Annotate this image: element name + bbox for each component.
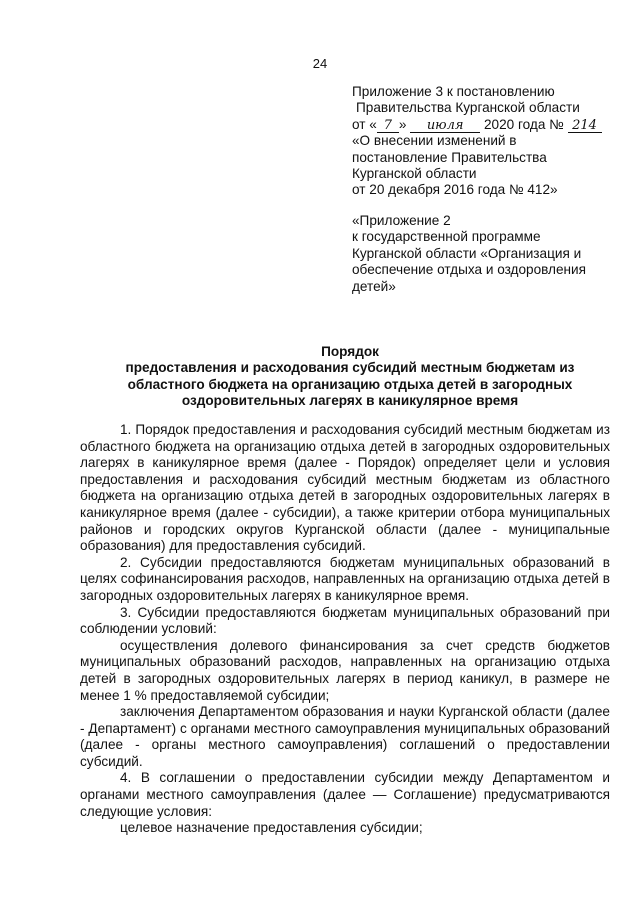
annex-program-line5: детей» bbox=[352, 278, 396, 294]
title-line4: оздоровительных лагерях в каникулярное время bbox=[181, 393, 519, 409]
title-line2: предоставления и расходования субсидий местным бюджетам из bbox=[125, 360, 575, 376]
paragraph-4-condition-1: целевое назначение предоставления субсидии; bbox=[120, 820, 423, 836]
date-year: 2020 года № bbox=[483, 116, 564, 132]
annex-program-line3: Курганской области «Организация и bbox=[352, 245, 582, 261]
annex-program-line1: «Приложение 2 bbox=[352, 213, 451, 228]
date-day-close: » bbox=[398, 116, 407, 132]
paragraph-3-condition-1: осуществления долевого финансирования за счет средств бюджетов муниципальных образований расходов, направленных на организацию отдыха детей в загородных оздоровительных лагерях в период каникул, в размере не менее 1 % предоставляемой субсидии; bbox=[80, 637, 610, 703]
annex-header bbox=[352, 84, 620, 199]
document-title bbox=[80, 344, 620, 410]
paragraph-3: 3. Субсидии предоставляются бюджетам муниципальных образований при соблюдении условий: bbox=[80, 604, 610, 637]
annex-program-line4: обеспечение отдыха и оздоровления bbox=[352, 262, 587, 278]
annex-header-line2: Правительства Курганской области bbox=[356, 100, 580, 116]
title-line1: Порядок bbox=[321, 344, 379, 359]
paragraph-4: 4. В соглашении о предоставлении субсидии между Департаментом и органами местного самоуправления (далее — Соглашение) предусматриваются следующие условия: bbox=[80, 770, 610, 819]
annex-program bbox=[352, 213, 620, 295]
annex-header-line5: постановление Правительства bbox=[352, 149, 547, 165]
annex-header-line6: Курганской области bbox=[352, 166, 477, 182]
annex-header-line4: «О внесении изменений в bbox=[352, 133, 517, 149]
date-day-handwritten: 7 bbox=[377, 119, 399, 133]
title-line3: областного бюджета на организацию отдыха детей в загородных bbox=[127, 376, 573, 392]
paragraph-3-condition-2: заключения Департаментом образования и науки Курганской области (далее - Департамент) с органами местного самоуправления муниципальных образований (далее - органы местного самоуправления) соглашений о предоставлении субсидий. bbox=[80, 704, 610, 769]
date-prefix: от « bbox=[352, 116, 377, 132]
date-month-handwritten: июля bbox=[410, 119, 480, 133]
page-number: 24 bbox=[312, 56, 328, 71]
annex-header-date-line bbox=[352, 117, 620, 133]
decree-number-handwritten: 214 bbox=[568, 119, 602, 133]
document-body bbox=[80, 422, 610, 837]
annex-header-line7: от 20 декабря 2016 года № 412» bbox=[352, 182, 558, 198]
paragraph-2: 2. Субсидии предоставляются бюджетам муниципальных образований в целях софинансирования расходов, направленных на организацию отдыха детей в загородных оздоровительных лагерях в каникулярное время. bbox=[80, 554, 610, 603]
annex-program-line2: к государственной программе bbox=[352, 229, 541, 245]
annex-header-line1: Приложение 3 к постановлению bbox=[352, 84, 555, 99]
paragraph-1: 1. Порядок предоставления и расходования субсидий местным бюджетам из областного бюджета на организацию отдыха детей в загородных оздоровительных лагерях в каникулярное время (далее - Порядок) определяет цели и условия предоставления и расходования субсидий местным бюджетам из областного бюджета на организацию отдыха детей в загородных оздоровительных лагерях в каникулярное время (далее - субсидии), а также критерии отбора муниципальных районов и городских округов Курганской области (далее - муниципальные образования) для предоставления субсидий. bbox=[80, 422, 610, 554]
